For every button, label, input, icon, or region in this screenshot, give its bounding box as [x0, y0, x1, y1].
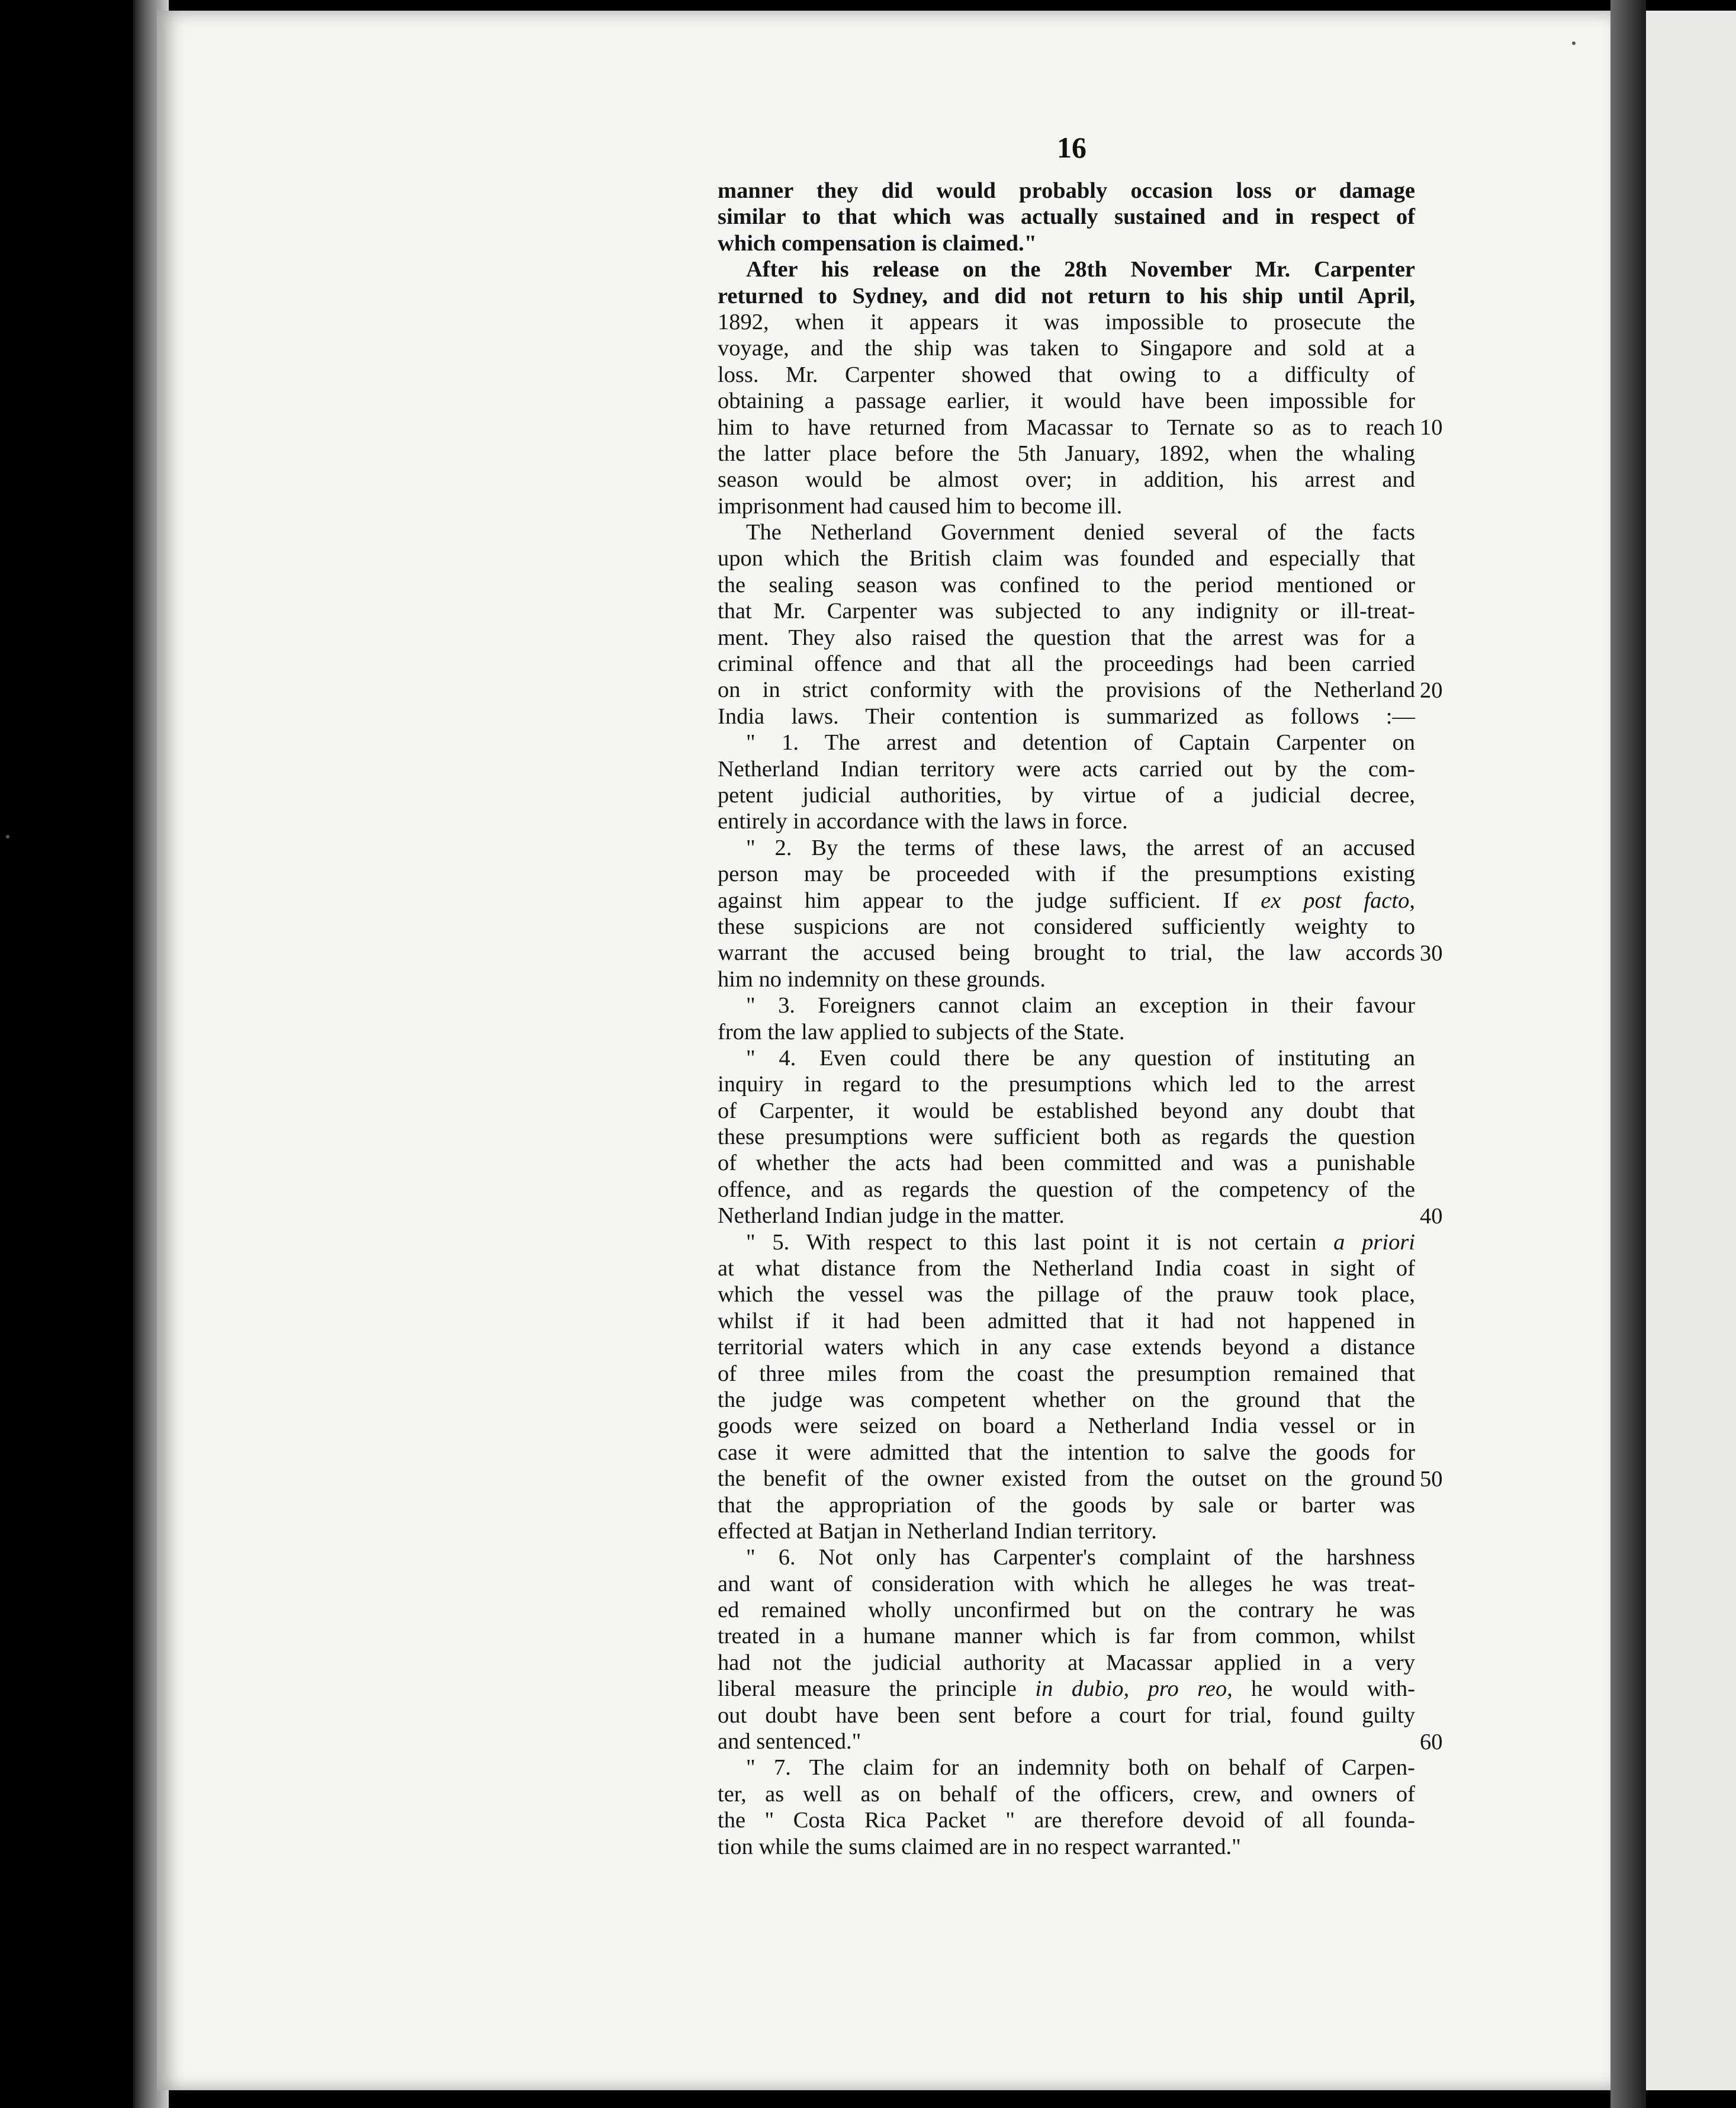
text-line: case it were admitted that the intention to salve the goods for — [718, 1439, 1415, 1465]
margin-line-number: 40 — [1420, 1203, 1443, 1229]
body-text-column — [718, 178, 1415, 1860]
text-line: entirely in accordance with the laws in force. — [718, 809, 1128, 834]
text-line: on in strict conformity with the provisions of the Netherland — [718, 677, 1415, 703]
text-line: manner they did would probably occasion loss or damage — [718, 178, 1415, 203]
margin-line-number: 10 — [1420, 414, 1443, 440]
text-line: " 3. Foreigners cannot claim an exception in their favour — [746, 993, 1415, 1018]
page-number: 16 — [1057, 131, 1086, 164]
text-line: India laws. Their contention is summarized as follows :— — [718, 703, 1415, 729]
text-line: these presumptions were sufficient both as regards the question — [718, 1124, 1415, 1150]
italic-phrase: in dubio, pro reo — [1035, 1676, 1227, 1702]
text-line: these suspicions are not considered sufficiently weighty to — [718, 914, 1415, 939]
gutter-shadow — [1610, 0, 1646, 2108]
text-line: at what distance from the Netherland India coast in sight of — [718, 1256, 1415, 1281]
text-line: goods were seized on board a Netherland India vessel or in — [718, 1413, 1415, 1439]
text-line: which compensation is claimed." — [718, 230, 1037, 256]
text-line: criminal offence and that all the proceedings had been carried — [718, 651, 1415, 677]
text-line: and want of consideration with which he alleges he was treat- — [718, 1571, 1415, 1596]
text-line: offence, and as regards the question of the competency of the — [718, 1177, 1415, 1202]
margin-line-number: 50 — [1420, 1466, 1443, 1492]
text-line: liberal measure the principle in dubio, pro reo, he would with- — [718, 1676, 1416, 1702]
text-line: the benefit of the owner existed from the outset on the ground — [718, 1466, 1415, 1492]
text-line: voyage, and the ship was taken to Singapore and sold at a — [718, 336, 1415, 361]
text-line: whilst if it had been admitted that it had not happened in — [718, 1308, 1415, 1333]
text-line: that Mr. Carpenter was subjected to any indignity or ill-treat- — [718, 599, 1415, 624]
text-line: Netherland Indian judge in the matter. — [718, 1203, 1065, 1229]
text-line: that the appropriation of the goods by sale or barter was — [718, 1492, 1415, 1518]
text-line: had not the judicial authority at Macassar applied in a very — [718, 1650, 1415, 1675]
text-line: ter, as well as on behalf of the officers, crew, and owners of — [718, 1781, 1415, 1807]
text-line: " 7. The claim for an indemnity both on behalf of Carpen- — [746, 1755, 1415, 1781]
text-line: territorial waters which in any case extends beyond a distance — [718, 1335, 1415, 1360]
text-line: person may be proceeded with if the presumptions existing — [718, 862, 1415, 887]
text-line: out doubt have been sent before a court for trial, found guilty — [718, 1702, 1415, 1728]
text-line: Netherland Indian territory were acts carried out by the com- — [718, 756, 1415, 782]
text-line: warrant the accused being brought to trial, the law accords — [718, 940, 1415, 966]
adjacent-page-sliver — [1646, 11, 1736, 2090]
text-line: upon which the British claim was founded and especially that — [718, 546, 1415, 571]
text-line: petent judicial authorities, by virtue of a judicial decree, — [718, 782, 1415, 808]
text-line: of whether the acts had been committed and was a punishable — [718, 1151, 1415, 1176]
text-line: and sentenced." — [718, 1729, 861, 1754]
text-line: imprisonment had caused him to become ill. — [718, 493, 1123, 519]
text-line: inquiry in regard to the presumptions which led to the arrest — [718, 1072, 1415, 1097]
italic-phrase: ex post facto — [1261, 888, 1410, 913]
text-line: loss. Mr. Carpenter showed that owing to a difficulty of — [718, 362, 1415, 387]
text-line: The Netherland Government denied several of the facts — [746, 520, 1415, 545]
text-line: him no indemnity on these grounds. — [718, 966, 1046, 992]
margin-line-number: 20 — [1420, 677, 1443, 703]
scan-speck — [1572, 41, 1576, 45]
italic-phrase: a priori — [1333, 1229, 1416, 1255]
text-line: After his release on the 28th November Mr. Carpenter — [746, 257, 1415, 282]
text-line: effected at Batjan in Netherland Indian territory. — [718, 1518, 1157, 1544]
text-line: season would be almost over; in addition, his arrest and — [718, 467, 1415, 493]
text-line: ed remained wholly unconfirmed but on the contrary he was — [718, 1598, 1415, 1623]
text-line: which the vessel was the pillage of the prauw took place, — [718, 1282, 1415, 1307]
text-line: ment. They also raised the question that the arrest was for a — [718, 625, 1415, 650]
text-line: " 1. The arrest and detention of Captain Carpenter on — [746, 730, 1415, 756]
text-line: the latter place before the 5th January, 1892, when the whaling — [718, 441, 1415, 466]
text-line: the sealing season was confined to the period mentioned or — [718, 572, 1415, 597]
text-line: of Carpenter, it would be established beyond any doubt that — [718, 1098, 1415, 1123]
text-line: the " Costa Rica Packet " are therefore devoid of all founda- — [718, 1808, 1415, 1833]
text-line: returned to Sydney, and did not return to his ship until April, — [718, 283, 1415, 309]
text-line: treated in a humane manner which is far from common, whilst — [718, 1624, 1415, 1649]
text-line: " 5. With respect to this last point it is not certain a priori — [746, 1229, 1416, 1255]
scan-speck — [6, 835, 9, 838]
margin-line-number: 60 — [1420, 1729, 1443, 1754]
text-line: the judge was competent whether on the ground that the — [718, 1387, 1415, 1412]
text-line: him to have returned from Macassar to Ternate so as to reach — [718, 414, 1415, 440]
text-line: from the law applied to subjects of the State. — [718, 1019, 1125, 1045]
text-line: 1892, when it appears it was impossible to prosecute the — [718, 309, 1415, 335]
text-line: " 4. Even could there be any question of instituting an — [746, 1045, 1415, 1071]
text-line: " 2. By the terms of these laws, the arrest of an accused — [746, 835, 1415, 860]
text-line: of three miles from the coast the presumption remained that — [718, 1361, 1415, 1386]
text-line: " 6. Not only has Carpenter's complaint of the harshness — [746, 1545, 1415, 1570]
text-line: obtaining a passage earlier, it would have been impossible for — [718, 388, 1415, 414]
text-line: against him appear to the judge sufficient. If ex post facto, — [718, 888, 1415, 913]
text-line: similar to that which was actually sustained and in respect of — [718, 204, 1415, 230]
text-line: tion while the sums claimed are in no respect warranted." — [718, 1834, 1241, 1859]
margin-line-number: 30 — [1420, 940, 1443, 966]
